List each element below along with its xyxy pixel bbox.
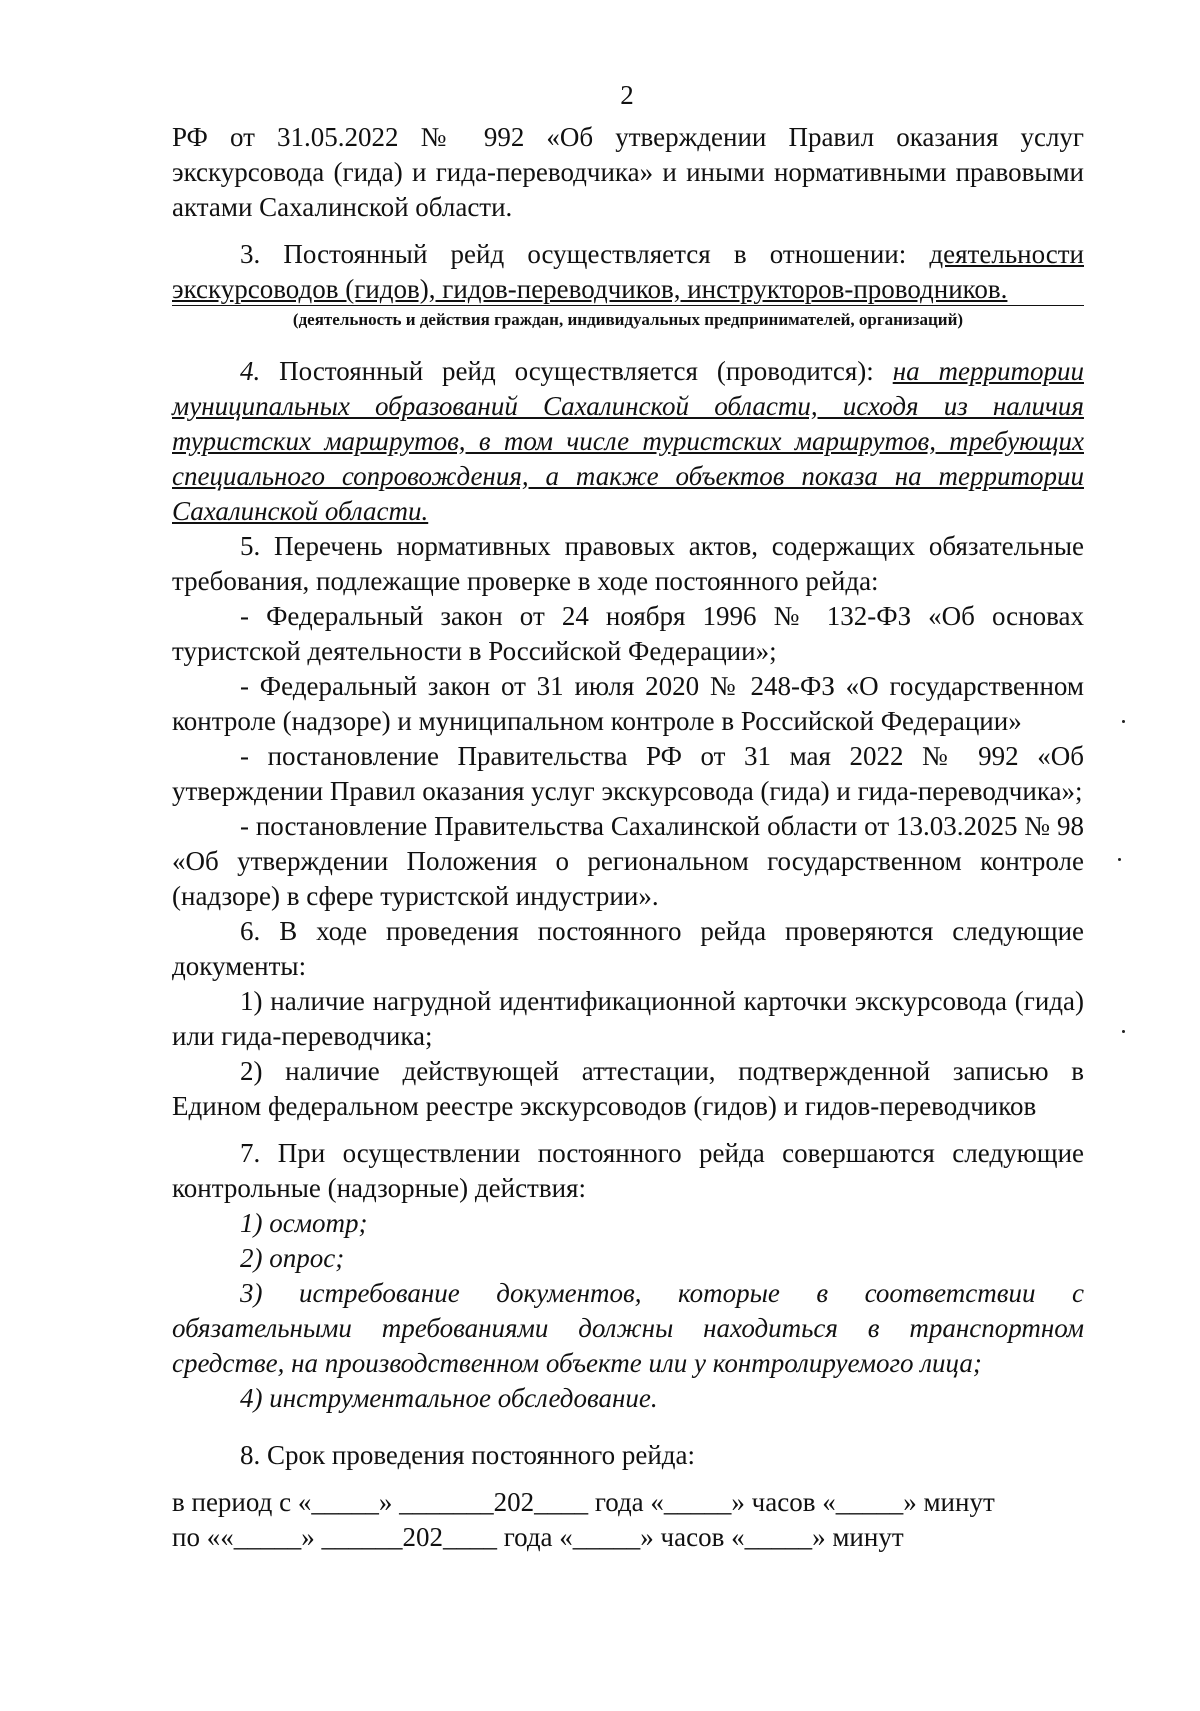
paragraph-8-heading: 8. Срок проведения постоянного рейда: [240,1440,695,1470]
paragraph-5-item-4: - постановление Правительства Сахалинской области от 13.03.2025 № 98 «Об утверждении Положения о региональном государственном контроле (надзоре) в сфере туристской индустрии». [172,811,1084,911]
document-body [172,120,1084,1555]
paragraph-5-item-3: - постановление Правительства РФ от 31 мая 2022 № 992 «Об утверждении Правил оказания услуг экскурсовода (гида) и гида-переводчика»; [172,741,1084,806]
paragraph-3-subject: деятельности экскурсоводов (гидов), гидов-переводчиков, инструкторов-проводников. [172,239,1084,304]
page-number: 2 [620,80,634,110]
paragraph-6-item-1: 1) наличие нагрудной идентификационной карточки экскурсовода (гида) или гида-переводчика; [172,986,1084,1051]
scan-speck [1122,1030,1125,1033]
paragraph-4-territory: на территории муниципальных образований Сахалинской области, исходя из наличия туристских маршрутов, в том числе туристских маршрутов, требующих специального сопровождения, а также объектов показа на территории Сахалинской области. [172,356,1084,526]
paragraph-continuation: РФ от 31.05.2022 № 992 «Об утверждении Правил оказания услуг экскурсовода (гида) и гида-переводчика» и иными нормативными правовыми актами Сахалинской области. [172,122,1084,222]
paragraph-4-lead: Постоянный рейд осуществляется (проводится): [260,356,893,386]
paragraph-6-item-2: 2) наличие действующей аттестации, подтвержденной записью в Едином федеральном реестре экскурсоводов (гидов) и гидов-переводчиков [172,1056,1084,1121]
period-from-line: в период с «_____» _______202____ года «_____» часов «_____» минут [172,1487,995,1517]
paragraph-5-item-1: - Федеральный закон от 24 ноября 1996 № 132-ФЗ «Об основах туристской деятельности в Российской Федерации»; [172,601,1084,666]
paragraph-3-caption: (деятельность и действия граждан, индивидуальных предпринимателей, организаций) [172,305,1084,332]
paragraph-7-heading: 7. При осуществлении постоянного рейда совершаются следующие контрольные (надзорные) действия: [172,1138,1084,1203]
paragraph-4 [172,354,1084,529]
period-to-line: по ««_____» ______202____ года «_____» часов «_____» минут [172,1522,904,1552]
paragraph-3 [172,237,1084,307]
paragraph-5-item-2: - Федеральный закон от 31 июля 2020 № 248-ФЗ «О государственном контроле (надзоре) и муниципальном контроле в Российской Федерации» [172,671,1084,736]
paragraph-7-item-2: 2) опрос; [240,1243,345,1273]
paragraph-7-item-1: 1) осмотр; [240,1208,368,1238]
paragraph-5-heading: 5. Перечень нормативных правовых актов, содержащих обязательные требования, подлежащие проверке в ходе постоянного рейда: [172,531,1084,596]
paragraph-7-item-4: 4) инструментальное обследование. [240,1383,658,1413]
scan-speck [1118,858,1121,861]
paragraph-6-heading: 6. В ходе проведения постоянного рейда проверяются следующие документы: [172,916,1084,981]
scan-speck [1122,720,1125,723]
paragraph-7-item-3: 3) истребование документов, которые в соответствии с обязательными требованиями должны находиться в транспортном средстве, на производственном объекте или у контролируемого лица; [172,1278,1084,1378]
paragraph-4-number: 4. [240,356,261,386]
paragraph-3-lead: 3. Постоянный рейд осуществляется в отношении: [240,239,930,269]
